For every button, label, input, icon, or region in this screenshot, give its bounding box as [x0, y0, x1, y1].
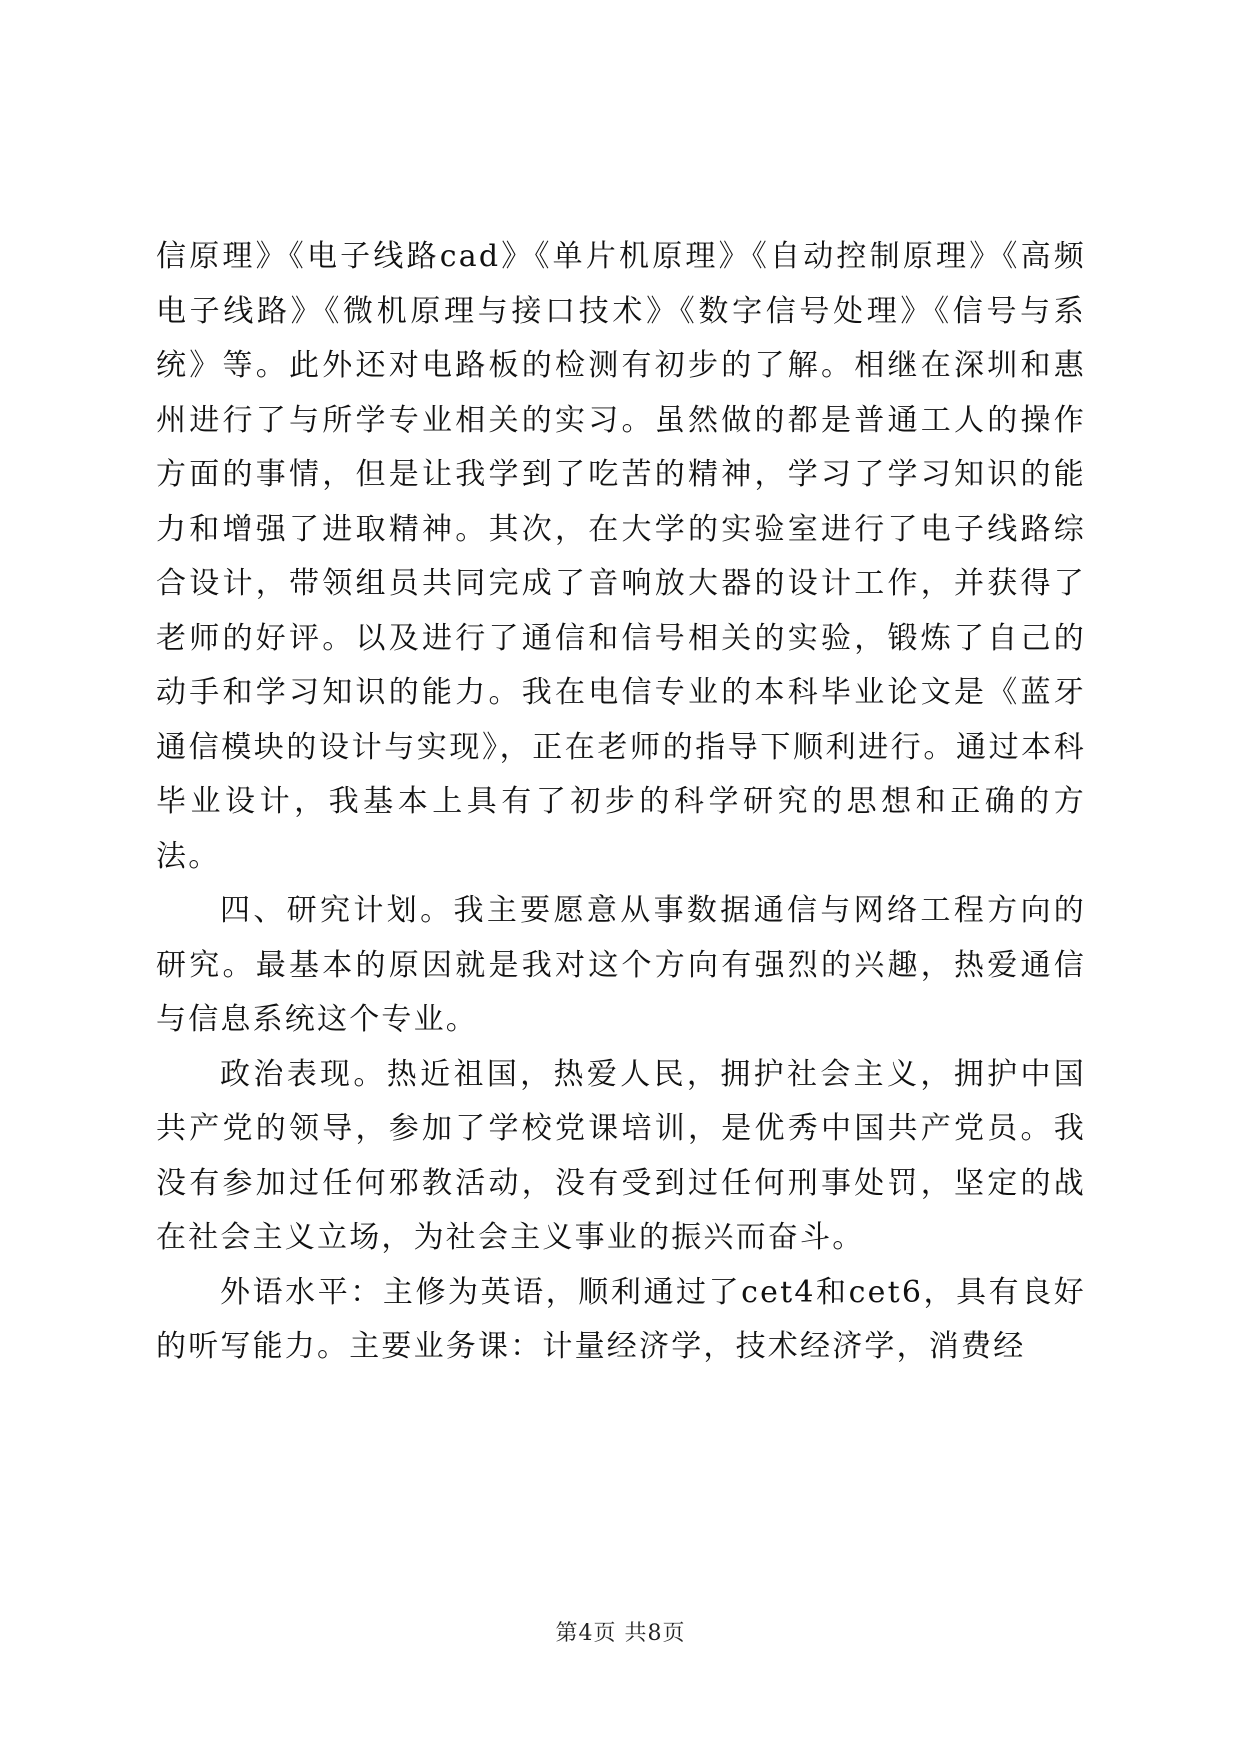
paragraph-political-performance: 政治表现。热近祖国，热爱人民，拥护社会主义，拥护中国共产党的领导，参加了学校党课培训，是优秀中国共产党员。我没有参加过任何邪教活动，没有受到过任何刑事处罚，坚定的战在社会主义立场，为社会主义事业的振兴而奋斗。 — [156, 1056, 1086, 1255]
document-body — [156, 230, 1086, 1375]
paragraph-education-continued: 信原理》《电子线路cad》《单片机原理》《自动控制原理》《高频电子线路》《微机原理与接口技术》《数字信号处理》《信号与系统》等。此外还对电路板的检测有初步的了解。相继在深圳和惠州进行了与所学专业相关的实习。虽然做的都是普通工人的操作方面的事情，但是让我学到了吃苦的精神，学习了学习知识的能力和增强了进取精神。其次，在大学的实验室进行了电子线路综合设计，带领组员共同完成了音响放大器的设计工作，并获得了老师的好评。以及进行了通信和信号相关的实验，锻炼了自己的动手和学习知识的能力。我在电信专业的本科毕业论文是《蓝牙通信模块的设计与实现》，正在老师的指导下顺利进行。通过本科毕业设计，我基本上具有了初步的科学研究的思想和正确的方法。 — [156, 239, 1086, 874]
paragraph-foreign-language: 外语水平：主修为英语，顺利通过了cet4和cet6，具有良好的听写能力。主要业务课：计量经济学，技术经济学，消费经 — [156, 1274, 1086, 1364]
page-number-footer: 第4页 共8页 — [555, 1621, 686, 1646]
paragraph-research-plan: 四、研究计划。我主要愿意从事数据通信与网络工程方向的研究。最基本的原因就是我对这个方向有强烈的兴趣，热爱通信与信息系统这个专业。 — [156, 893, 1086, 1037]
